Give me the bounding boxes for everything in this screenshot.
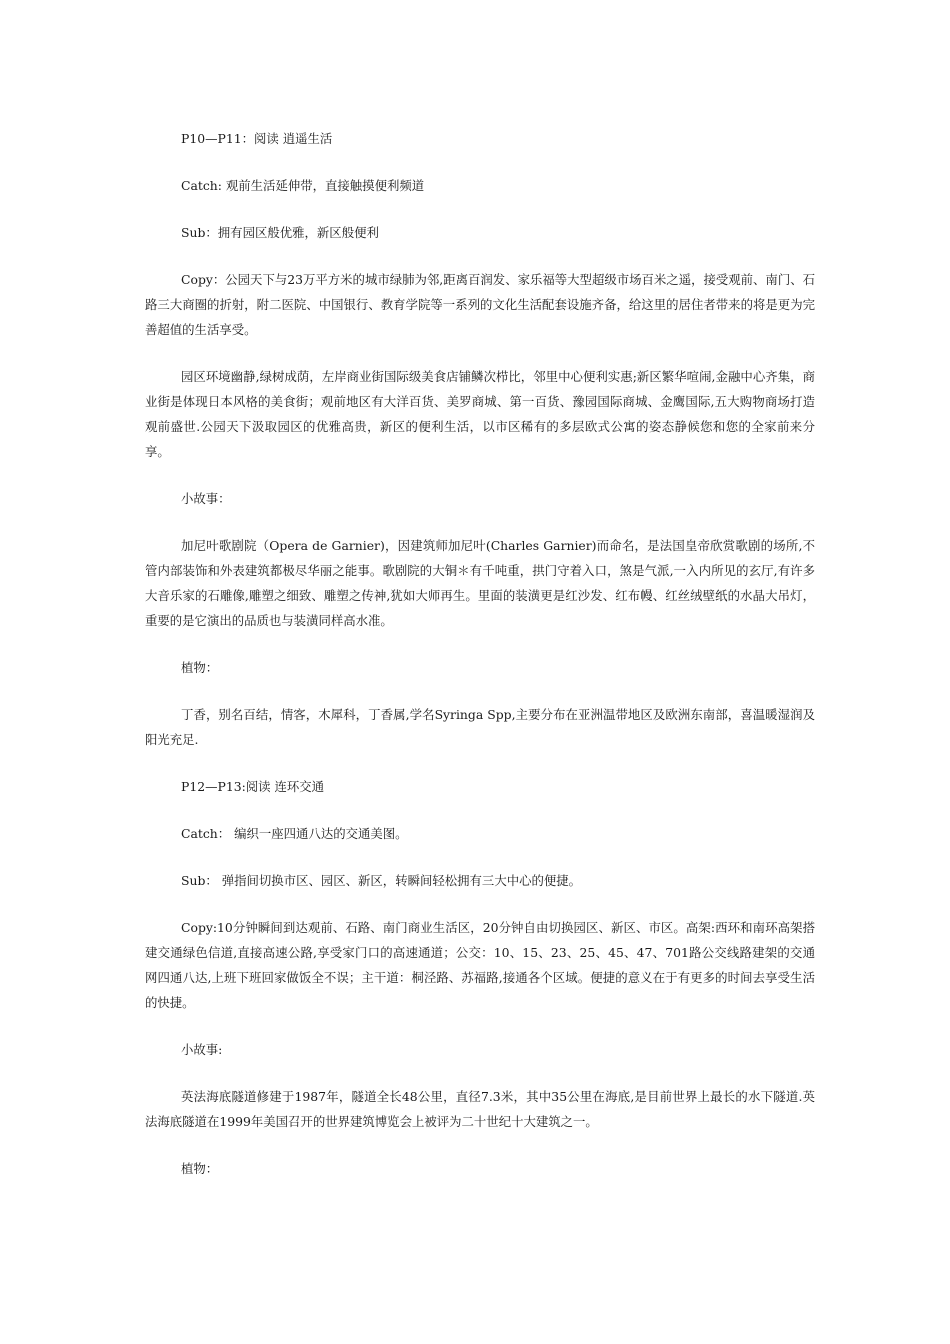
section-heading-p10-p11: P10—P11：阅读 逍遥生活 (181, 131, 333, 146)
catch-line: Catch： 编织一座四通八达的交通美图。 (181, 826, 408, 841)
sub-line: Sub：拥有园区般优雅，新区般便利 (181, 225, 379, 240)
plant-label: 植物： (181, 660, 219, 675)
plant-label: 植物： (181, 1161, 219, 1176)
copy-paragraph: Copy:10分钟瞬间到达观前、石路、南门商业生活区，20分钟自由切换园区、新区、市区。高架:西环和南环高架搭建交通绿色信道,直接高速公路,享受家门口的高速通道；公交：10、15、23、25、45、47、701路公交线路建架的交通网四通八达,上班下班回家做饭全不误；主干道：桐泾路、苏福路,接通各个区域。便捷的意义在于有更多的时间去享受生活的快捷。 (145, 920, 815, 1010)
copy-paragraph: Copy：公园天下与23万平方米的城市绿肺为邻,距离百润发、家乐福等大型超级市场百米之遥，接受观前、南门、石路三大商圈的折射，附二医院、中国银行、教育学院等一系列的文化生活配套设施齐备，给这里的居住者带来的将是更为完善超值的生活享受。 (145, 272, 815, 337)
story-paragraph: 英法海底隧道修建于1987年，隧道全长48公里，直径7.3米，其中35公里在海底,是目前世界上最长的水下隧道.英法海底隧道在1999年美国召开的世界建筑博览会上被评为二十世纪十大建筑之一。 (145, 1089, 815, 1129)
story-label: 小故事： (181, 491, 231, 506)
body-paragraph: 园区环境幽静,绿树成荫，左岸商业街国际级美食店铺鳞次栉比，邻里中心便利实惠;新区繁华喧闹,金融中心齐集，商业街是体现日本风格的美食街；观前地区有大洋百货、美罗商城、第一百货、豫园国际商城、金鹰国际,五大购物商场打造观前盛世.公园天下汲取园区的优雅高贵，新区的便利生活，以市区稀有的多层欧式公寓的姿态静候您和您的全家前来分享。 (145, 369, 815, 459)
story-paragraph: 加尼叶歌剧院（Opera de Garnier)，因建筑师加尼叶(Charles Garnier)而命名，是法国皇帝欣赏歌剧的场所,不管内部装饰和外表建筑都极尽华丽之能事。歌剧院的大铜＊有千吨重，拱门守着入口，煞是气派,一入内所见的玄厅,有许多大音乐家的石雕像,雕塑之细致、雕塑之传神,犹如大师再生。里面的装潢更是红沙发、红布幔、红丝绒壁纸的水晶大吊灯，重要的是它演出的品质也与装潢同样高水准。 (145, 538, 815, 628)
sub-line: Sub： 弹指间切换市区、园区、新区，转瞬间轻松拥有三大中心的便捷。 (181, 873, 582, 888)
story-label: 小故事: (181, 1042, 223, 1057)
section-heading-p12-p13: P12—P13:阅读 连环交通 (181, 779, 325, 794)
plant-paragraph: 丁香，别名百结，情客，木犀科，丁香属,学名Syringa Spp,主要分布在亚洲温带地区及欧洲东南部，喜温暖湿润及阳光充足. (145, 707, 815, 747)
document-body (145, 126, 815, 1203)
catch-line: Catch: 观前生活延伸带，直接触摸便利频道 (181, 178, 425, 193)
